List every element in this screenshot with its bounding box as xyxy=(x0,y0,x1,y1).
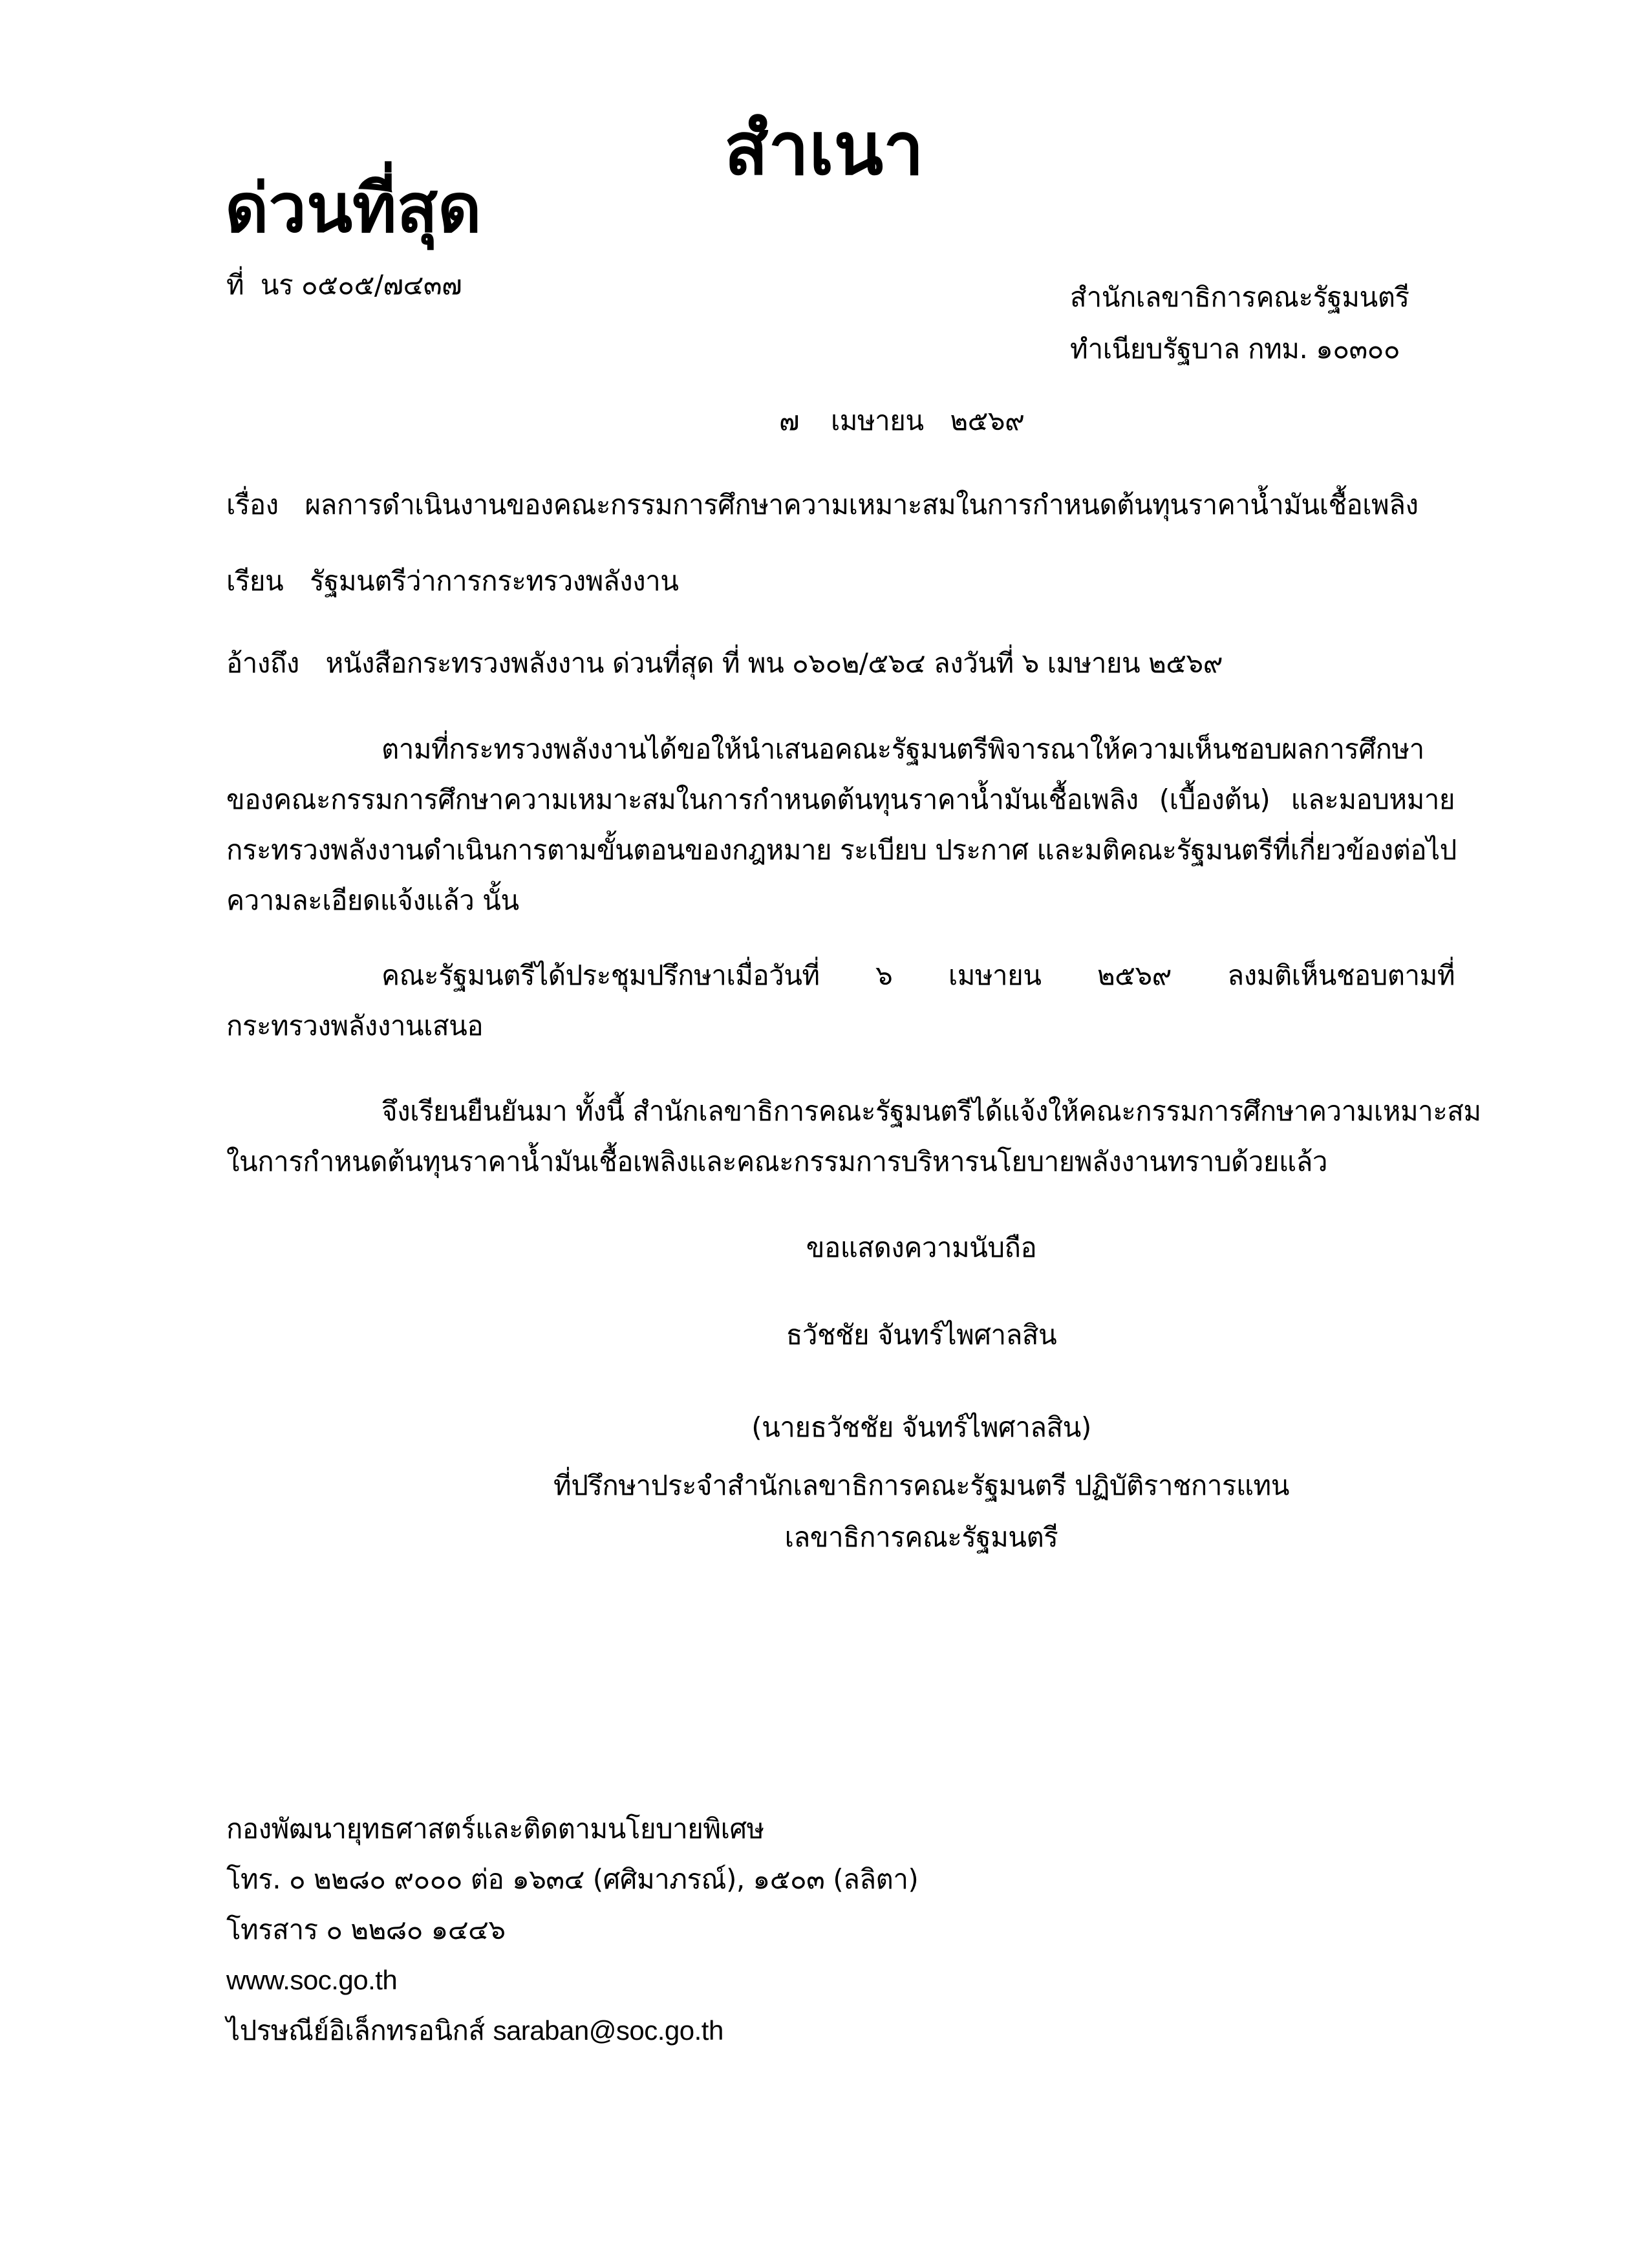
body-paragraph-1 xyxy=(226,724,1455,926)
date-year: ๒๕๖๙ xyxy=(950,405,1025,436)
signatory-name: (นายธวัชชัย จันทร์ไพศาลสิน) xyxy=(751,1411,1091,1443)
subject-text: ผลการดำเนินงานของคณะกรรมการศึกษาความเหมาะสมในการกำหนดต้นทุนราคาน้ำมันเชื้อเพลิง xyxy=(305,489,1419,520)
sender-address xyxy=(1070,272,1409,375)
signatory-position-continued: เลขาธิการคณะรัฐมนตรี xyxy=(784,1521,1058,1553)
sender-location: ทำเนียบรัฐบาล กทม. ๑๐๓๐๐ xyxy=(1070,333,1400,365)
footer-phone: โทร. ๐ ๒๒๘๐ ๙๐๐๐ ต่อ ๑๖๓๔ (ศศิมาภรณ์), ๑๕๐๓ (ลลิตา) xyxy=(226,1863,919,1895)
document-number xyxy=(226,269,462,301)
footer-email-link[interactable]: saraban@soc.go.th xyxy=(493,2015,723,2046)
date-month: เมษายน xyxy=(830,405,924,436)
copy-stamp: สำเนา xyxy=(724,107,924,191)
date-day: ๗ xyxy=(779,405,800,436)
paragraph-line: จึงเรียนยืนยันมา ทั้งนี้ สำนักเลขาธิการคณะรัฐมนตรีได้แจ้งให้คณะกรรมการศึกษาความเหมาะสม xyxy=(381,1095,1481,1127)
paragraph-line: กระทรวงพลังงานดำเนินการตามขั้นตอนของกฎหมาย ระเบียบ ประกาศ และมติคณะรัฐมนตรีที่เกี่ยวข้องต่อไป xyxy=(226,834,1457,866)
salutation-row xyxy=(226,565,679,597)
footer-website-link[interactable]: www.soc.go.th xyxy=(226,1965,398,1995)
reference-text: หนังสือกระทรวงพลังงาน ด่วนที่สุด ที่ พน ๐๖๐๒/๕๖๔ ลงวันที่ ๖ เมษายน ๒๕๖๙ xyxy=(325,647,1223,679)
contact-footer xyxy=(226,1804,918,2056)
closing-phrase: ขอแสดงความนับถือ xyxy=(806,1232,1037,1263)
document-number-label: ที่ xyxy=(226,269,244,301)
signature: ธวัชชัย จันทร์ไพศาลสิน xyxy=(786,1319,1057,1351)
subject-label: เรื่อง xyxy=(226,489,279,520)
footer-department: กองพัฒนายุทธศาสตร์และติดตามนโยบายพิเศษ xyxy=(226,1813,764,1845)
paragraph-line: ตามที่กระทรวงพลังงานได้ขอให้นำเสนอคณะรัฐมนตรีพิจารณาให้ความเห็นชอบผลการศึกษา xyxy=(381,733,1424,765)
body-paragraph-3 xyxy=(226,1086,1481,1187)
footer-email-label: ไปรษณีย์อิเล็กทรอนิกส์ xyxy=(226,2015,485,2046)
reference-label: อ้างถึง xyxy=(226,647,299,679)
subject-row xyxy=(226,491,1418,519)
reference-row xyxy=(226,647,1223,679)
footer-email-row xyxy=(226,2006,918,2056)
sender-office: สำนักเลขาธิการคณะรัฐมนตรี xyxy=(1070,281,1409,313)
paragraph-line: ในการกำหนดต้นทุนราคาน้ำมันเชื้อเพลิงและคณะกรรมการบริหารนโยบายพลังงานทราบด้วยแล้ว xyxy=(226,1146,1327,1177)
document-date xyxy=(779,407,1024,434)
salutation-text: รัฐมนตรีว่าการกระทรวงพลังงาน xyxy=(310,565,679,597)
body-paragraph-2 xyxy=(226,950,1455,1051)
paragraph-line: ของคณะกรรมการศึกษาความเหมาะสมในการกำหนดต้นทุนราคาน้ำมันเชื้อเพลิง (เบื้องต้น) และมอบหมาย xyxy=(226,784,1455,815)
urgency-label: ด่วนที่สุด xyxy=(225,169,482,248)
paragraph-line: กระทรวงพลังงานเสนอ xyxy=(226,1010,484,1042)
footer-fax: โทรสาร ๐ ๒๒๘๐ ๑๔๔๖ xyxy=(226,1914,506,1945)
paragraph-line: ความละเอียดแจ้งแล้ว นั้น xyxy=(226,884,519,916)
document-number-value: นร ๐๕๐๕/๗๔๓๗ xyxy=(260,269,462,301)
salutation-label: เรียน xyxy=(226,565,284,597)
signatory-position: ที่ปรึกษาประจำสำนักเลขาธิการคณะรัฐมนตรี ปฏิบัติราชการแทน xyxy=(553,1470,1289,1501)
paragraph-line: คณะรัฐมนตรีได้ประชุมปรึกษาเมื่อวันที่ ๖ เมษายน ๒๕๖๙ ลงมติเห็นชอบตามที่ xyxy=(381,959,1455,991)
